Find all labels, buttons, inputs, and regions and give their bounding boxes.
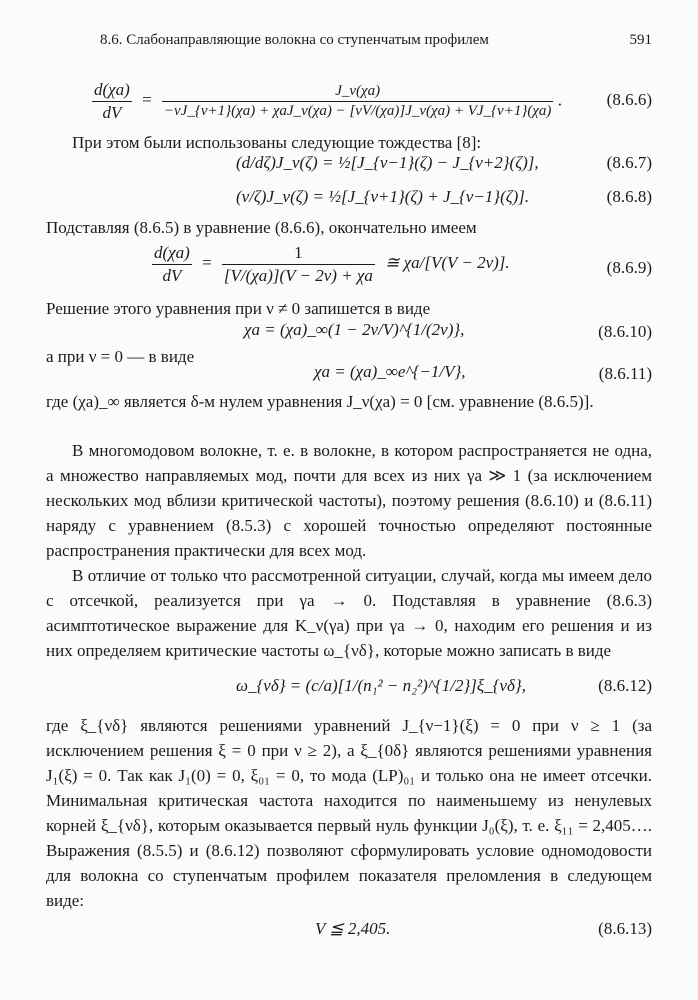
equation-8-6-10: χa = (χa)_∞(1 − 2ν/V)^{1/(2ν)}, — [244, 320, 465, 339]
paragraph-solution-zero: а при ν = 0 — в виде — [46, 347, 195, 366]
equation-8-6-7: (d/dζ)J_ν(ζ) = ½[J_{ν−1}(ζ) − J_{ν+2}(ζ)], — [236, 153, 539, 172]
running-header — [100, 32, 652, 52]
eq869-tail: ≅ χa/[V(V − 2ν)]. — [385, 253, 510, 273]
paragraph-multimode: В многомодовом волокне, т. е. в волокне, в котором распространяется не одна, а множество направляемых мод, почти для всех из них γa ≫ 1 (за исключением нескольких мод вблизи критической частоты), поэтому решения (8.6.10) и (8.6.11) наряду с уравнением (8.5.3) с хорошей точностью определяют постоянные распространения практически для всех мод. — [46, 441, 652, 560]
eq869-lhs-num: d(χa) — [152, 243, 192, 265]
eq-number-8-6-13: (8.6.13) — [598, 919, 652, 938]
eq-number-8-6-10: (8.6.10) — [598, 322, 652, 341]
eq869-lhs — [152, 243, 192, 286]
eq869-rhs-den: [V/(χa)](V − 2ν) + χa — [223, 266, 373, 285]
eq869-lhs-den: dV — [162, 266, 182, 285]
eq866-lhs — [92, 80, 132, 123]
eq866-lhs-num: d(χa) — [92, 80, 132, 102]
eq-number-8-6-8: (8.6.8) — [606, 187, 652, 206]
eq866-rhs-num: J_ν(χa) — [162, 83, 554, 102]
equation-8-6-11: χa = (χa)_∞e^{−1/V}, — [314, 362, 466, 381]
eq-number-8-6-12: (8.6.12) — [598, 676, 652, 695]
equation-8-6-13: V ≦ 2,405. — [315, 919, 391, 938]
page-number: 591 — [629, 32, 652, 48]
eq-number-8-6-11: (8.6.11) — [598, 364, 652, 383]
section-title: 8.6. Слабонаправляющие волокна со ступенчатым профилем — [100, 32, 489, 48]
paragraph-identities-intro: При этом были использованы следующие тождества [8]: — [72, 133, 482, 152]
equation-8-6-12: ω_{νδ} = (c/a)[1/(n₁² − n₂²)^{1/2}]ξ_{νδ}, — [236, 676, 526, 695]
eq866-lhs-den: dV — [102, 103, 122, 122]
paragraph-solution-nonzero: Решение этого уравнения при ν ≠ 0 запишется в виде — [46, 299, 431, 318]
eq869-rhs-num: 1 — [222, 243, 375, 265]
eq866-rhs-den: −νJ_{ν+1}(χa) + χaJ_ν(χa) − [νV/(χa)]J_ν(χa) + VJ_{ν+1}(χa) — [163, 103, 552, 119]
paragraph-single-mode-condition: где ξ_{νδ} являются решениями уравнений J_{ν−1}(ξ) = 0 при ν ≥ 1 (за исключением решения ξ = 0 при ν ≥ 2), а ξ_{0δ} являются решениями уравнения J₁(ξ) = 0. Так как J₁(0) = 0, ξ₀₁ = 0, то мода (LP)₀₁ и только она не имеет отсечки. Минимальная критическая частота находится по наименьшему из ненулевых корней ξ_{νδ}, которым оказывается первый нуль функции J₀(ξ), т. е. ξ₁₁ = 2,405…. Выражения (8.5.5) и (8.6.12) позволяют сформулировать условие одномодовости для волокна со ступенчатым профилем показателя преломления в следующем виде: — [46, 716, 652, 910]
eq866-rhs — [162, 83, 554, 120]
paragraph-delta-zero: где (χa)_∞ является δ-м нулем уравнения J_ν(χa) = 0 [см. уравнение (8.6.5)]. — [46, 392, 594, 411]
equation-8-6-8: (ν/ζ)J_ν(ζ) = ½[J_{ν+1}(ζ) + J_{ν−1}(ζ)]. — [236, 187, 530, 206]
paragraph-cutoff: В отличие от только что рассмотренной ситуации, случай, когда мы имеем дело с отсечкой, реализуется при γa → 0. Подставляя в уравнение (8.6.3) асимптотическое выражение для K_ν(γa) при γa → 0, находим его решения и из них определяем критические частоты ω_{νδ}, которые можно записать в виде — [46, 566, 652, 660]
equation-8-6-9: $\frac{d(\chi a)}{dV}$ = $\frac{1}{[V/(\chi a)](V - 2\nu) + \chi a}$ ≅ χa/[V(V − 2ν)]. — [154, 243, 510, 285]
eq-number-8-6-7: (8.6.7) — [606, 153, 652, 172]
eq-number-8-6-6: (8.6.6) — [606, 90, 652, 109]
eq-number-8-6-9: (8.6.9) — [606, 258, 652, 277]
equation-8-6-6: $\frac{d(\chi a)}{dV}$ = $\frac{J\_\nu(\chi a)}{\text{−νJ\_\{ν+1\}(χa) + χaJ\_ν(χa) − [νV/(χa)]J\_ν(χa) + VJ\_\{ν+1\}(χa)}}$ . — [94, 80, 562, 122]
paragraph-substituting: Подставляя (8.6.5) в уравнение (8.6.6), окончательно имеем — [46, 218, 477, 237]
eq869-rhs — [222, 243, 375, 286]
